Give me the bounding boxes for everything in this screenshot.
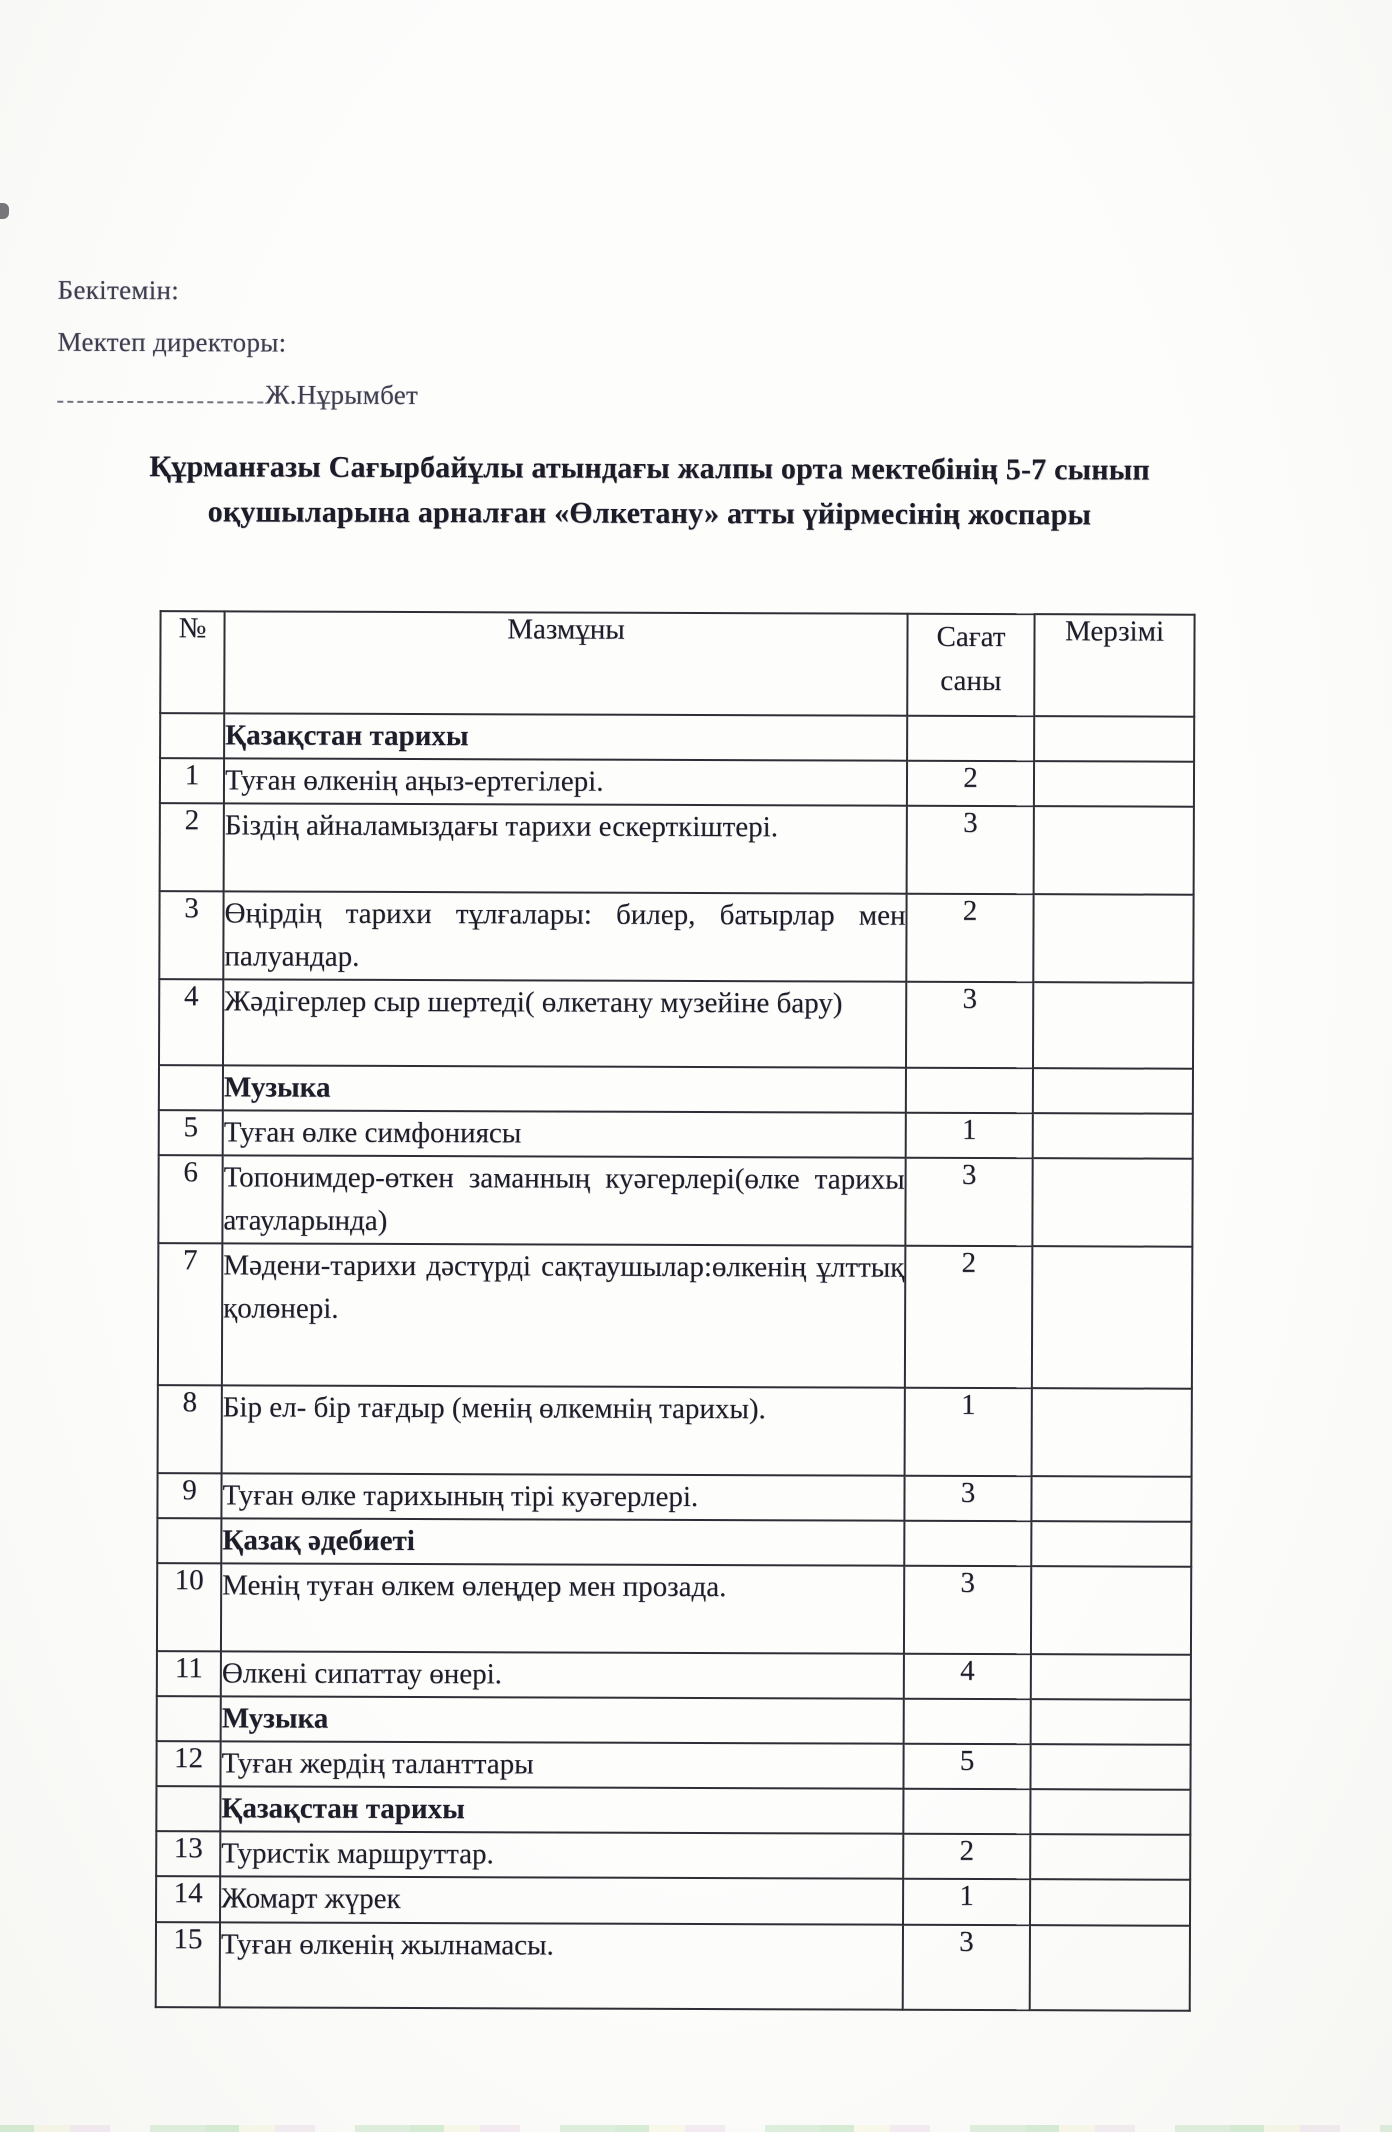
row-number: 2 <box>160 803 224 891</box>
approval-line-1: Бекітемін: <box>57 274 180 306</box>
approval-block <box>57 264 418 421</box>
row-number: 3 <box>159 891 223 979</box>
row-hours: 3 <box>903 1925 1030 2010</box>
row-term <box>1030 1834 1190 1880</box>
table-header-row <box>160 611 1194 717</box>
row-number: 11 <box>157 1651 221 1696</box>
row-content: Музыка <box>223 1065 906 1112</box>
row-hours <box>906 1068 1033 1113</box>
row-content: Қазақстан тарихы <box>224 713 907 760</box>
row-term <box>1030 1789 1190 1835</box>
row-content: Бір ел- бір тағдыр (менің өлкемнің тарихы). <box>222 1385 905 1475</box>
row-hours <box>903 1789 1030 1834</box>
row-hours: 3 <box>905 1158 1032 1246</box>
row-content: Туған өлке тарихының тірі куәгерлері. <box>221 1473 904 1520</box>
title-line-1: Құрманғазы Сағырбайұлы атындағы жалпы орта мектебінің 5-7 сынып <box>149 450 1150 487</box>
row-term <box>1030 1925 1190 2011</box>
row-term <box>1032 1246 1192 1389</box>
row-hours: 2 <box>907 761 1034 806</box>
row-hours: 3 <box>907 806 1034 894</box>
row-term <box>1032 1388 1192 1477</box>
table-row <box>157 1651 1191 1700</box>
row-content: Менің туған өлкем өлеңдер мен прозада. <box>221 1563 904 1653</box>
row-term <box>1032 1158 1192 1247</box>
row-content: Өлкені сипаттау өнері. <box>221 1651 904 1698</box>
table-row <box>157 1518 1191 1567</box>
row-content: Топонимдер-өткен заманның куәгерлері(өлке тарихы атауларында) <box>222 1155 905 1245</box>
row-hours: 2 <box>906 894 1033 982</box>
table-header-num: № <box>160 611 224 713</box>
row-term <box>1034 716 1194 762</box>
table-row <box>156 1786 1190 1835</box>
approval-line-2: Мектеп директоры: <box>57 326 287 358</box>
row-hours: 4 <box>904 1654 1031 1699</box>
row-content: Өңірдің тарихи тұлғалары: билер, батырлар мен палуандар. <box>223 891 906 981</box>
table-row <box>159 979 1193 1069</box>
row-content: Жәдігерлер сыр шертеді( өлкетану музейіне бару) <box>223 979 906 1067</box>
row-hours: 1 <box>903 1879 1030 1925</box>
row-term <box>1030 1744 1190 1790</box>
row-term <box>1031 1521 1191 1567</box>
row-number: 8 <box>158 1385 222 1473</box>
row-number <box>157 1696 221 1741</box>
table-row <box>157 1696 1191 1745</box>
signature-line <box>57 377 263 404</box>
row-content: Біздің айналамыздағы тарихи ескерткіштері. <box>224 803 907 893</box>
row-hours: 3 <box>904 1566 1031 1654</box>
row-content: Туған өлкенің аңыз-ертегілері. <box>224 758 907 805</box>
row-number <box>159 1065 223 1110</box>
table-row <box>160 803 1194 895</box>
row-content: Қазақ әдебиеті <box>221 1518 904 1565</box>
table-row <box>158 1385 1192 1477</box>
row-number: 1 <box>160 758 224 803</box>
scan-noise-strip <box>0 2125 1392 2132</box>
row-term <box>1031 1699 1191 1745</box>
row-hours: 5 <box>903 1744 1030 1789</box>
table-row <box>156 1831 1190 1880</box>
plan-table-body <box>156 713 1195 2011</box>
row-term <box>1031 1566 1191 1655</box>
row-content: Музыка <box>221 1696 904 1743</box>
row-hours: 2 <box>903 1834 1030 1879</box>
table-row <box>158 1243 1192 1389</box>
table-row <box>160 758 1194 807</box>
row-content: Жомарт жүрек <box>220 1876 903 1924</box>
row-number: 9 <box>157 1473 221 1518</box>
row-term <box>1031 1476 1191 1522</box>
row-content: Туристік маршруттар. <box>220 1831 903 1878</box>
row-number: 5 <box>159 1110 223 1155</box>
row-term <box>1033 982 1193 1069</box>
table-header-hours: Сағат саны <box>907 614 1034 716</box>
row-hours: 3 <box>904 1476 1031 1521</box>
row-number: 13 <box>156 1831 220 1876</box>
signature-row <box>57 368 418 421</box>
table-row <box>158 1155 1192 1247</box>
table-row <box>156 1922 1190 2011</box>
table-header-term: Мерзімі <box>1034 614 1194 717</box>
row-term <box>1034 806 1194 895</box>
row-hours <box>907 716 1034 761</box>
row-term <box>1033 1068 1193 1114</box>
row-term <box>1033 1113 1193 1159</box>
row-hours <box>904 1521 1031 1566</box>
signature-name: Ж.Нұрымбет <box>265 379 419 411</box>
row-term <box>1031 1654 1191 1700</box>
document-title <box>47 444 1252 538</box>
row-hours: 1 <box>905 1388 1032 1476</box>
row-term <box>1034 761 1194 807</box>
table-row <box>157 1563 1191 1655</box>
row-number <box>160 713 224 758</box>
row-term <box>1033 894 1193 983</box>
table-header-content: Мазмұны <box>224 611 907 715</box>
row-content: Туған жердің таланттары <box>220 1741 903 1788</box>
table-row <box>157 1473 1191 1522</box>
row-hours: 1 <box>906 1113 1033 1158</box>
row-content: Қазақстан тарихы <box>220 1786 903 1833</box>
row-number: 15 <box>156 1922 220 2007</box>
table-row <box>159 1110 1193 1159</box>
row-number: 4 <box>159 979 223 1065</box>
row-number: 12 <box>156 1741 220 1786</box>
row-hours: 3 <box>906 982 1033 1068</box>
row-number: 6 <box>158 1155 222 1243</box>
row-content: Туған өлкенің жылнамасы. <box>220 1922 903 2009</box>
row-hours <box>904 1699 1031 1744</box>
table-row <box>156 1876 1190 1926</box>
row-term <box>1030 1879 1190 1926</box>
row-content: Туған өлке симфониясы <box>223 1110 906 1157</box>
row-number: 14 <box>156 1876 220 1922</box>
table-row <box>159 891 1193 983</box>
row-hours: 2 <box>905 1246 1032 1388</box>
table-row <box>160 713 1194 762</box>
title-line-2: оқушыларына арналған «Өлкетану» атты үйірмесінің жоспары <box>207 495 1092 532</box>
row-number: 10 <box>157 1563 221 1651</box>
plan-table <box>155 610 1196 2012</box>
table-row <box>159 1065 1193 1114</box>
row-number <box>157 1518 221 1563</box>
row-number: 7 <box>158 1243 222 1385</box>
row-content: Мәдени-тарихи дәстүрді сақтаушылар:өлкенің ұлттық қолөнері. <box>222 1243 905 1387</box>
row-number <box>156 1786 220 1831</box>
table-row <box>156 1741 1190 1790</box>
